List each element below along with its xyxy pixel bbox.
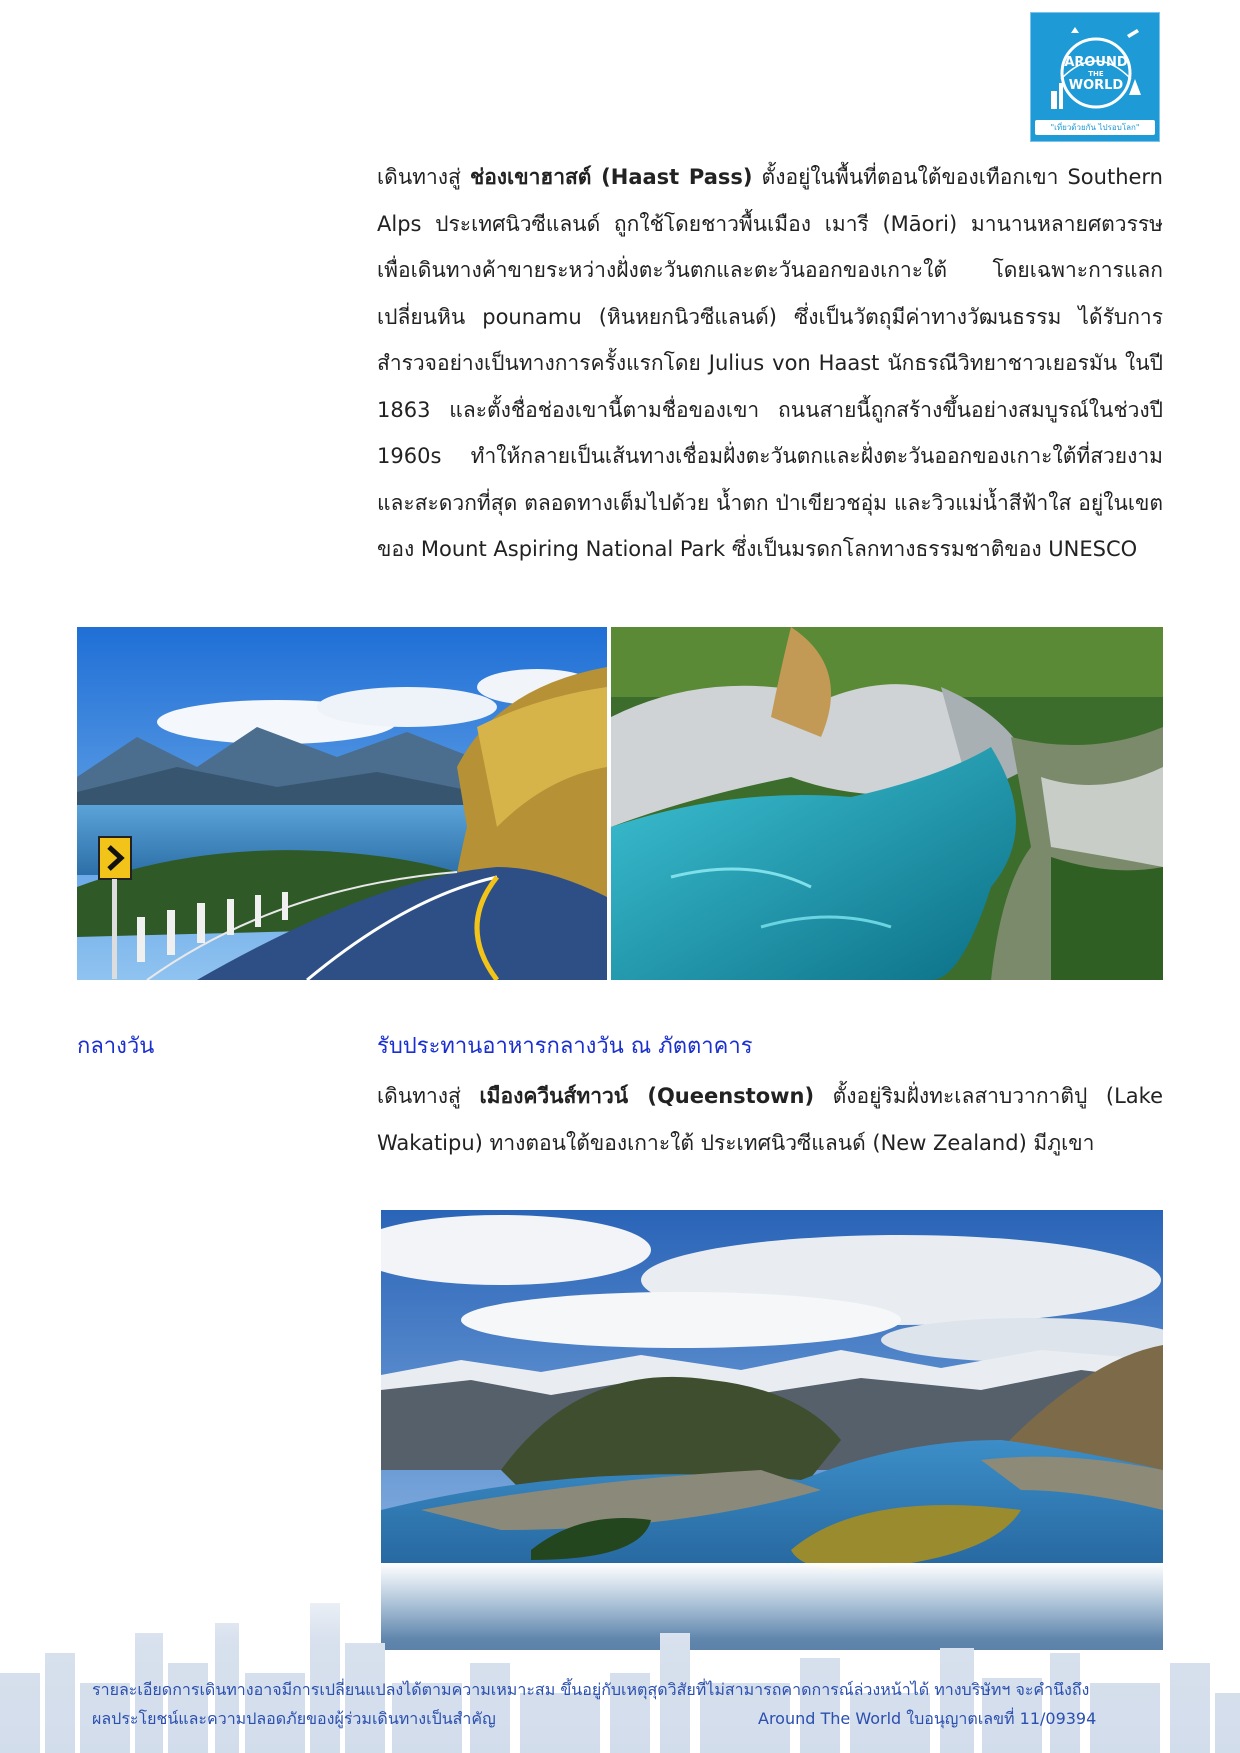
queenstown-paragraph — [377, 1073, 1163, 1166]
photo-blue-pools — [611, 627, 1163, 980]
logo-tagline: "เที่ยวด้วยกัน ไปรอบโลก" — [1035, 120, 1155, 135]
footer-disclaimer-line2: ผลประโยชน์และความปลอดภัยของผู้ร่วมเดินทางเป็นสำคัญ — [92, 1709, 496, 1728]
haast-body: ตั้งอยู่ในพื้นที่ตอนใต้ของเทือกเขา Southern Alps ประเทศนิวซีแลนด์ ถูกใช้โดยชาวพื้นเมือง เมารี (Māori) มานานหลายศตวรรษ เพื่อเดินทางค้าขายระหว่างฝั่งตะวันตกและตะวันออกของเกาะใต้ โดยเฉพาะการแลกเปลี่ยนหิน pounamu (หินหยกนิวซีแลนด์) ซึ่งเป็นวัตถุมีค่าทางวัฒนธรรม ได้รับการสำรวจอย่างเป็นทางการครั้งแรกโดย Julius von Haast นักธรณีวิทยาชาวเยอรมัน ในปี 1863 และตั้งชื่อช่องเขานี้ตามชื่อของเขา ถนนสายนี้ถูกสร้างขึ้นอย่างสมบูรณ์ในช่วงปี 1960s ทำให้กลายเป็นเส้นทางเชื่อมฝั่งตะวันตกและฝั่งตะวันออกของเกาะใต้ที่สวยงามและสะดวกที่สุด ตลอดทางเต็มไปด้วย น้ำตก ป่าเขียวชอุ่ม และวิวแม่น้ำสีฟ้าใส อยู่ในเขตของ Mount Aspiring National Park ซึ่งเป็นมรดกโลกทางธรรมชาติของ UNESCO — [377, 165, 1163, 561]
queenstown-intro: เดินทางสู่ — [377, 1084, 480, 1108]
footer-license: Around The World ใบอนุญาตเลขที่ 11/09394 — [758, 1709, 1097, 1728]
haast-intro: เดินทางสู่ — [377, 165, 470, 189]
logo-word-world: WORLD — [1068, 78, 1124, 93]
logo-wordmark — [1061, 55, 1131, 93]
queenstown-name: เมืองควีนส์ทาวน์ (Queenstown) — [479, 1084, 815, 1108]
company-logo — [1030, 12, 1160, 142]
lunch-time-label: กลางวัน — [77, 1034, 155, 1059]
queenstown-body: ตั้งอยู่ริมฝั่งทะเลสาบวากาติปู (Lake Wakatipu) ทางตอนใต้ของเกาะใต้ ประเทศนิวซีแลนด์ (New Zealand) มีภูเขา — [377, 1084, 1163, 1155]
logo-word-around: AROUND — [1064, 55, 1128, 70]
lunch-heading: รับประทานอาหารกลางวัน ณ ภัตตาคาร — [377, 1034, 753, 1059]
haast-pass-paragraph — [377, 154, 1163, 573]
photo-haast-road — [77, 627, 607, 980]
footer-disclaimer-line1: รายละเอียดการเดินทางอาจมีการเปลี่ยนแปลงได้ตามความเหมาะสม ขึ้นอยู่กับเหตุสุดวิสัยที่ไม่สามารถคาดการณ์ล่วงหน้าได้ ทางบริษัทฯ จะคำนึงถึง — [92, 1680, 1090, 1699]
haast-pass-name: ช่องเขาฮาสต์ (Haast Pass) — [469, 165, 753, 189]
logo-word-the: THE — [1088, 70, 1104, 78]
